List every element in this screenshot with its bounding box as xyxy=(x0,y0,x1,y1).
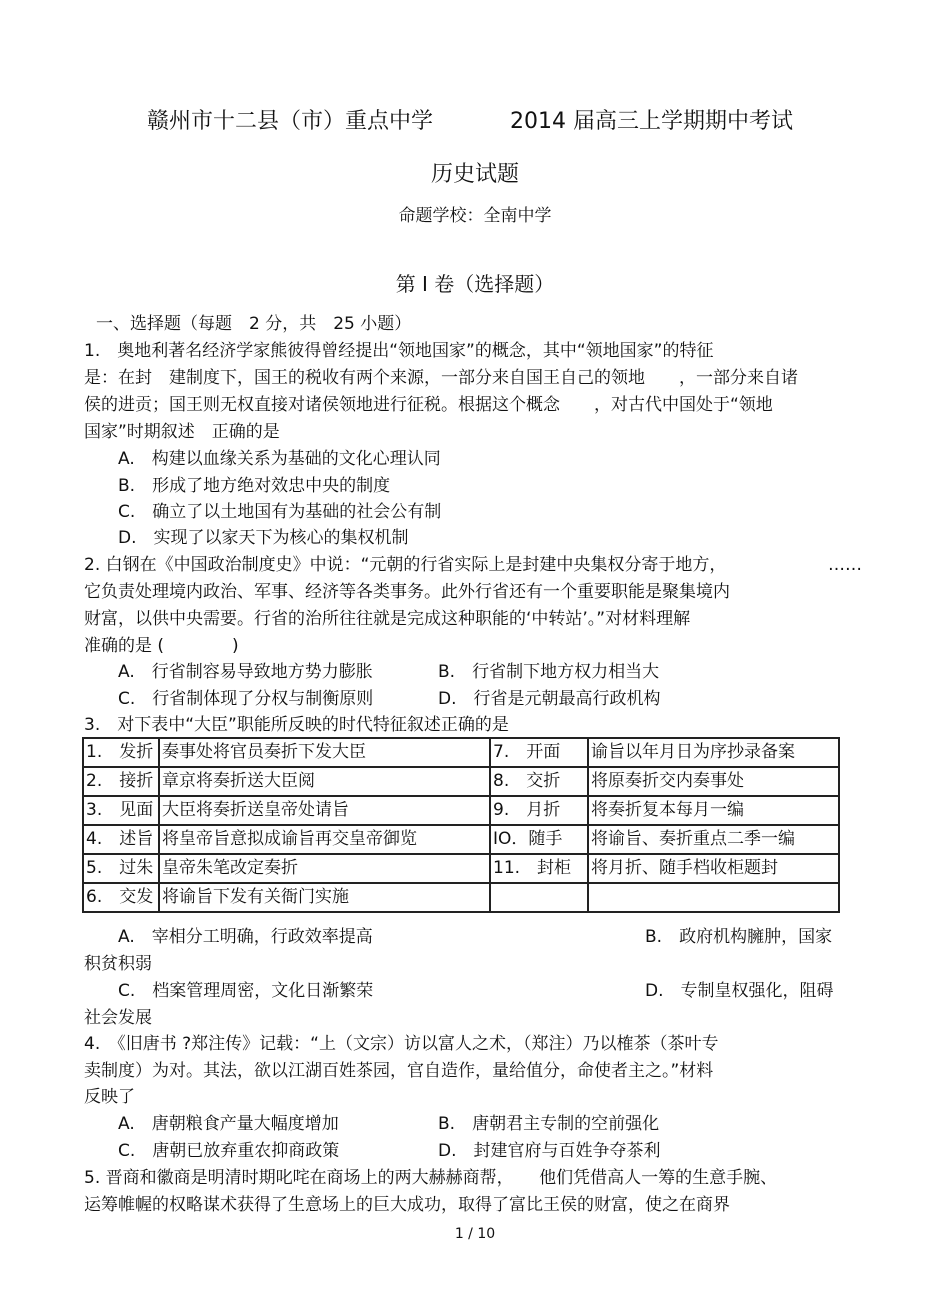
table-cell: 将月折、随手档收柜题封 xyxy=(588,854,839,883)
q2-option-d: D. 行省是元朝最高行政机构 xyxy=(438,689,661,709)
table-cell: 7. 开面 xyxy=(490,738,588,767)
q2-line: 财富，以供中央需要。行省的治所往往就是完成这种职能的‘中转站’。”对材料理解 xyxy=(84,609,691,629)
section-title: 第 I 卷（选择题） xyxy=(395,272,555,296)
q3-option-c: C. 档案管理周密，文化日渐繁荣 xyxy=(118,981,374,1001)
table-row xyxy=(83,883,839,912)
table-cell: 2. 接折 xyxy=(83,767,159,796)
table-cell: 将奏折复本每月一编 xyxy=(588,796,839,825)
table-cell xyxy=(588,883,839,912)
table-cell: 皇帝朱笔改定奏折 xyxy=(159,854,490,883)
table-cell: 11. 封柜 xyxy=(490,854,588,883)
q3-option-d: D. 专制皇权强化，阻碍 xyxy=(645,981,834,1001)
q3-table xyxy=(82,737,840,913)
q3-stem: 3. 对下表中“大臣”职能所反映的时代特征叙述正确的是 xyxy=(84,715,509,735)
table-row xyxy=(83,825,839,854)
table-cell: 1. 发折 xyxy=(83,738,159,767)
table-cell xyxy=(490,883,588,912)
q1-option-a: A. 构建以血缘关系为基础的文化心理认同 xyxy=(118,449,441,469)
table-cell: 大臣将奏折送皇帝处请旨 xyxy=(159,796,490,825)
q1-line: 是：在封 建制度下，国王的税收有两个来源，一部分来自国王自己的领地 ，一部分来自诸 xyxy=(84,368,798,388)
q3-option-b: B. 政府机构臃肿，国家 xyxy=(645,927,833,947)
table-cell: 9. 月折 xyxy=(490,796,588,825)
table-cell: 将谕旨、奏折重点二季一编 xyxy=(588,825,839,854)
q4-line: 4. 《旧唐书 ?郑注传》记载：“上（文宗）访以富人之术，（郑注）乃以榷茶（茶叶专 xyxy=(84,1034,719,1054)
table-cell: 将原奏折交内奏事处 xyxy=(588,767,839,796)
title-right: 2014 届高三上学期期中考试 xyxy=(510,109,793,134)
q5-line: 5. 晋商和徽商是明清时期叱咤在商场上的两大赫赫商帮， 他们凭借高人一筹的生意手腕、 xyxy=(84,1168,778,1188)
table-cell: 将谕旨下发有关衙门实施 xyxy=(159,883,490,912)
q1-line: 1. 奥地利著名经济学家熊彼得曾经提出“领地国家”的概念，其中“领地国家”的特征 xyxy=(84,341,714,361)
q2-line: 它负责处理境内政治、军事、经济等各类事务。此外行省还有一个重要职能是聚集境内 xyxy=(84,582,730,602)
q4-line: 反映了 xyxy=(84,1087,135,1107)
table-cell: 将皇帝旨意拟成谕旨再交皇帝御览 xyxy=(159,825,490,854)
table-cell: 5. 过朱 xyxy=(83,854,159,883)
table-cell: 章京将奏折送大臣阅 xyxy=(159,767,490,796)
table-cell: 谕旨以年月日为序抄录备案 xyxy=(588,738,839,767)
table-row xyxy=(83,738,839,767)
q1-option-b: B. 形成了地方绝对效忠中央的制度 xyxy=(118,476,391,496)
q4-option-c: C. 唐朝已放弃重农抑商政策 xyxy=(118,1141,340,1161)
q1-line: 国家”时期叙述 正确的是 xyxy=(84,422,280,442)
q3-option-b-cont: 积贫积弱 xyxy=(84,954,152,974)
q4-line: 卖制度）为对。其法，欲以江湖百姓茶园，官自造作，量给值分，命使者主之。”材料 xyxy=(84,1061,714,1081)
table-cell: IO．随手 xyxy=(490,825,588,854)
school-line: 命题学校：全南中学 xyxy=(398,206,552,226)
q4-option-d: D. 封建官府与百姓争夺茶利 xyxy=(438,1141,661,1161)
section-instruction: 一、选择题（每题 2 分，共 25 小题） xyxy=(96,314,412,334)
title-left: 赣州市十二县（市）重点中学 xyxy=(147,109,434,134)
q4-option-b: B. 唐朝君主专制的空前强化 xyxy=(438,1114,660,1134)
table-row xyxy=(83,767,839,796)
q4-option-a: A. 唐朝粮食产量大幅度增加 xyxy=(118,1114,339,1134)
table-row xyxy=(83,796,839,825)
q3-option-d-cont: 社会发展 xyxy=(84,1008,152,1028)
table-cell: 6. 交发 xyxy=(83,883,159,912)
q2-option-a: A. 行省制容易导致地方势力膨胀 xyxy=(118,662,373,682)
q5-line: 运筹帷幄的权略谋术获得了生意场上的巨大成功，取得了富比王侯的财富，使之在商界 xyxy=(84,1195,730,1215)
q2-option-b: B. 行省制下地方权力相当大 xyxy=(438,662,660,682)
table-cell: 8. 交折 xyxy=(490,767,588,796)
q1-option-d: D. 实现了以家天下为核心的集权机制 xyxy=(118,528,409,548)
page-number: 1 / 10 xyxy=(454,1226,496,1242)
q2-ellipsis: …… xyxy=(828,555,862,575)
q2-option-c: C. 行省制体现了分权与制衡原则 xyxy=(118,689,374,709)
q1-line: 侯的进贡；国王则无权直接对诸侯领地进行征税。根据这个概念 ，对古代中国处于“领地 xyxy=(84,395,773,415)
q1-option-c: C. 确立了以土地国有为基础的社会公有制 xyxy=(118,502,442,522)
q2-line: 2. 白钢在《中国政治制度史》中说：“元朝的行省实际上是封建中央集权分寄于地方， xyxy=(84,555,727,575)
table-cell: 奏事处将官员奏折下发大臣 xyxy=(159,738,490,767)
table-cell: 3. 见面 xyxy=(83,796,159,825)
q3-option-a: A. 宰相分工明确，行政效率提高 xyxy=(118,927,373,947)
table-cell: 4. 述旨 xyxy=(83,825,159,854)
table-row xyxy=(83,854,839,883)
subtitle: 历史试题 xyxy=(430,162,519,187)
q2-line: 准确的是 ( ) xyxy=(84,636,239,656)
